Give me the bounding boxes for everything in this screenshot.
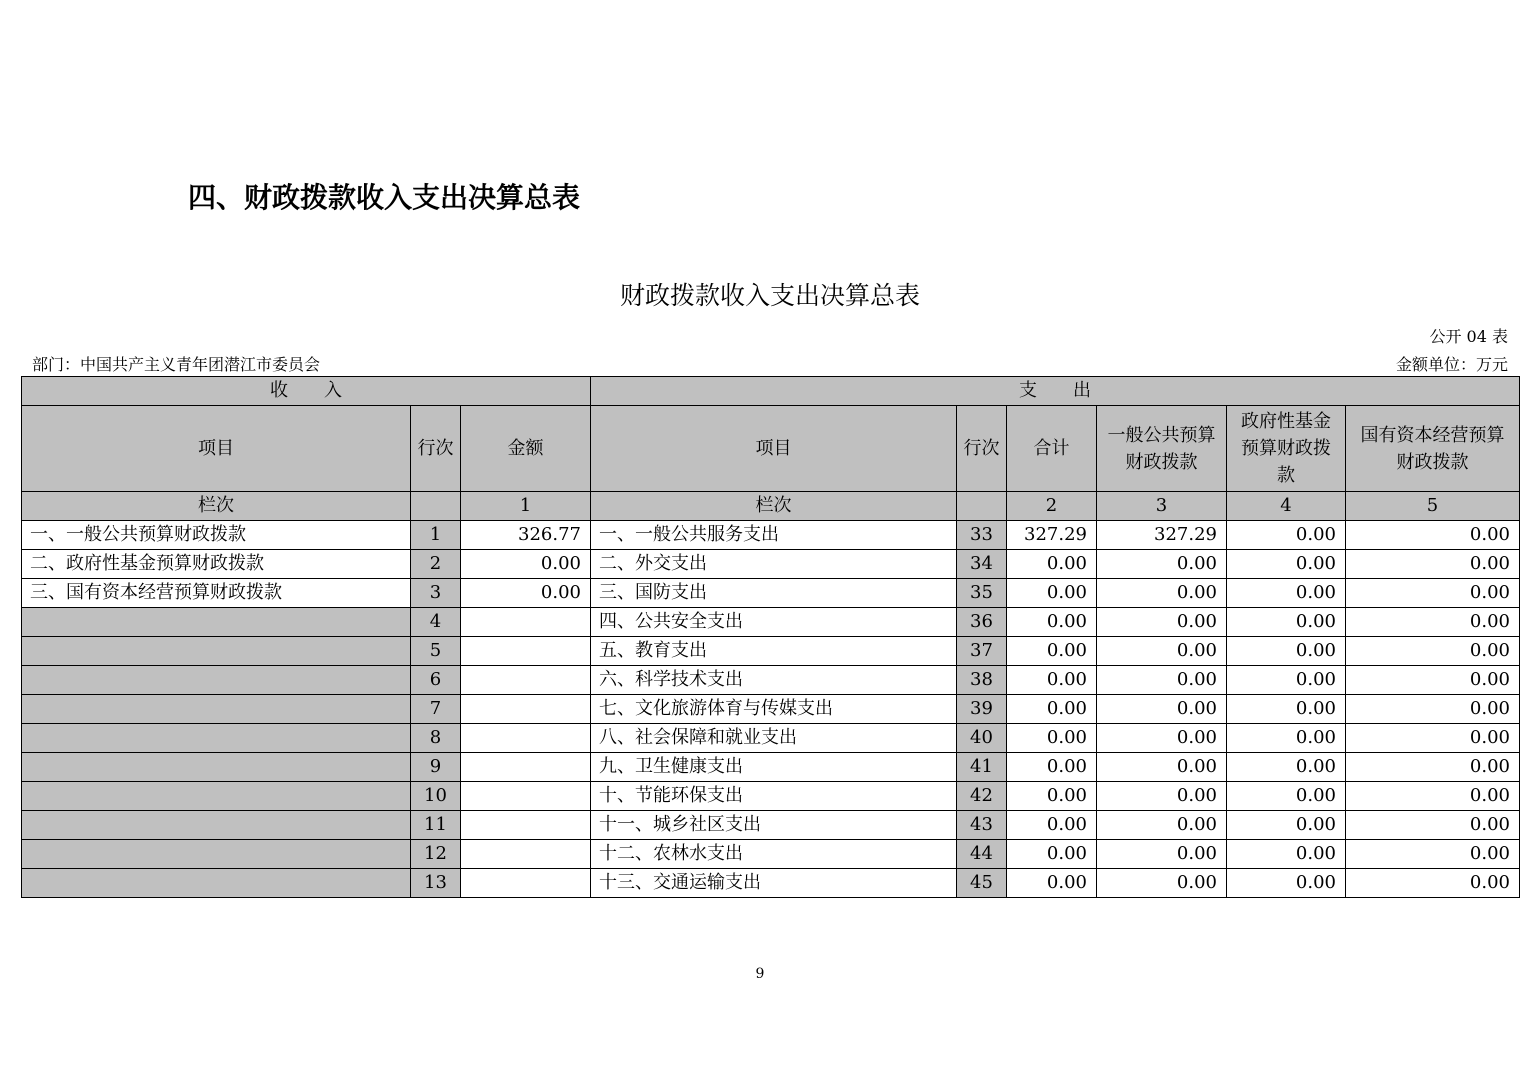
- table-row: [22, 869, 1520, 898]
- expense-item-cell: 七、文化旅游体育与传媒支出: [591, 695, 957, 724]
- total-cell: 0.00: [1007, 608, 1097, 637]
- income-row-number-cell: 4: [411, 608, 461, 637]
- expense-item-cell: 九、卫生健康支出: [591, 753, 957, 782]
- income-amount-cell: [461, 782, 591, 811]
- expense-item-cell: 十一、城乡社区支出: [591, 811, 957, 840]
- expense-row-number-cell: 34: [957, 550, 1007, 579]
- table-row: [22, 695, 1520, 724]
- income-amount-cell: 0.00: [461, 579, 591, 608]
- total-cell: 0.00: [1007, 724, 1097, 753]
- table-row: [22, 608, 1520, 637]
- fund-budget-cell: 0.00: [1227, 811, 1346, 840]
- income-group-header: 收 入: [22, 377, 591, 406]
- fund-budget-cell: 0.00: [1227, 521, 1346, 550]
- general-budget-cell: 0.00: [1097, 695, 1227, 724]
- income-amount-cell: [461, 695, 591, 724]
- income-item-cell: [22, 782, 411, 811]
- form-number: 公开 04 表: [1429, 327, 1508, 346]
- expense-item-cell: 十、节能环保支出: [591, 782, 957, 811]
- total-cell: 0.00: [1007, 782, 1097, 811]
- table-body: [22, 521, 1520, 898]
- general-budget-cell: 0.00: [1097, 666, 1227, 695]
- colnum-label-income: 栏次: [22, 492, 411, 521]
- colnum-empty-income-row: [411, 492, 461, 521]
- header-fund-budget: 政府性基金预算财政拨款: [1227, 406, 1346, 492]
- income-item-cell: [22, 695, 411, 724]
- general-budget-cell: 0.00: [1097, 811, 1227, 840]
- income-row-number-cell: 2: [411, 550, 461, 579]
- income-item-cell: [22, 637, 411, 666]
- state-capital-budget-cell: 0.00: [1346, 811, 1520, 840]
- state-capital-budget-cell: 0.00: [1346, 666, 1520, 695]
- fund-budget-cell: 0.00: [1227, 840, 1346, 869]
- fund-budget-cell: 0.00: [1227, 666, 1346, 695]
- header-income-item: 项目: [22, 406, 411, 492]
- table-row: [22, 782, 1520, 811]
- column-number-row: [22, 492, 1520, 521]
- table-row: [22, 840, 1520, 869]
- table-row: [22, 811, 1520, 840]
- colnum-empty-expense-row: [957, 492, 1007, 521]
- income-amount-cell: [461, 608, 591, 637]
- expense-row-number-cell: 37: [957, 637, 1007, 666]
- total-cell: 0.00: [1007, 840, 1097, 869]
- income-item-cell: [22, 608, 411, 637]
- state-capital-budget-cell: 0.00: [1346, 840, 1520, 869]
- income-row-number-cell: 12: [411, 840, 461, 869]
- income-item-cell: [22, 753, 411, 782]
- general-budget-cell: 0.00: [1097, 637, 1227, 666]
- income-amount-cell: [461, 753, 591, 782]
- expense-row-number-cell: 40: [957, 724, 1007, 753]
- state-capital-budget-cell: 0.00: [1346, 550, 1520, 579]
- general-budget-cell: 0.00: [1097, 753, 1227, 782]
- income-item-cell: [22, 811, 411, 840]
- income-item-cell: 三、国有资本经营预算财政拨款: [22, 579, 411, 608]
- total-cell: 0.00: [1007, 695, 1097, 724]
- expense-item-cell: 五、教育支出: [591, 637, 957, 666]
- expense-item-cell: 三、国防支出: [591, 579, 957, 608]
- expense-item-cell: 八、社会保障和就业支出: [591, 724, 957, 753]
- expense-item-cell: 十三、交通运输支出: [591, 869, 957, 898]
- general-budget-cell: 327.29: [1097, 521, 1227, 550]
- general-budget-cell: 0.00: [1097, 869, 1227, 898]
- expense-row-number-cell: 39: [957, 695, 1007, 724]
- income-item-cell: [22, 869, 411, 898]
- header-state-capital-budget: 国有资本经营预算财政拨款: [1346, 406, 1520, 492]
- header-expense-item: 项目: [591, 406, 957, 492]
- header-expense-row: 行次: [957, 406, 1007, 492]
- header-income-amount: 金额: [461, 406, 591, 492]
- header-general-budget: 一般公共预算财政拨款: [1097, 406, 1227, 492]
- table-row: [22, 521, 1520, 550]
- group-header-row: [22, 377, 1520, 406]
- expense-item-cell: 一、一般公共服务支出: [591, 521, 957, 550]
- department-label: 部门：中国共产主义青年团潜江市委员会: [32, 355, 321, 374]
- column-header-row: [22, 406, 1520, 492]
- income-amount-cell: [461, 724, 591, 753]
- state-capital-budget-cell: 0.00: [1346, 753, 1520, 782]
- expense-item-cell: 十二、农林水支出: [591, 840, 957, 869]
- expense-row-number-cell: 45: [957, 869, 1007, 898]
- income-item-cell: 一、一般公共预算财政拨款: [22, 521, 411, 550]
- header-total: 合计: [1007, 406, 1097, 492]
- income-row-number-cell: 10: [411, 782, 461, 811]
- income-amount-cell: [461, 840, 591, 869]
- expense-item-cell: 二、外交支出: [591, 550, 957, 579]
- income-amount-cell: 326.77: [461, 521, 591, 550]
- income-amount-cell: 0.00: [461, 550, 591, 579]
- colnum-label-expense: 栏次: [591, 492, 957, 521]
- state-capital-budget-cell: 0.00: [1346, 869, 1520, 898]
- income-row-number-cell: 8: [411, 724, 461, 753]
- state-capital-budget-cell: 0.00: [1346, 608, 1520, 637]
- state-capital-budget-cell: 0.00: [1346, 579, 1520, 608]
- expense-row-number-cell: 43: [957, 811, 1007, 840]
- amount-unit-label: 金额单位：万元: [1395, 355, 1508, 374]
- expense-row-number-cell: 38: [957, 666, 1007, 695]
- header-income-row: 行次: [411, 406, 461, 492]
- colnum-general: 3: [1097, 492, 1227, 521]
- fund-budget-cell: 0.00: [1227, 724, 1346, 753]
- total-cell: 0.00: [1007, 579, 1097, 608]
- income-row-number-cell: 5: [411, 637, 461, 666]
- table-row: [22, 637, 1520, 666]
- colnum-state: 5: [1346, 492, 1520, 521]
- table-row: [22, 550, 1520, 579]
- expense-row-number-cell: 36: [957, 608, 1007, 637]
- state-capital-budget-cell: 0.00: [1346, 782, 1520, 811]
- income-row-number-cell: 6: [411, 666, 461, 695]
- income-item-cell: [22, 840, 411, 869]
- income-row-number-cell: 13: [411, 869, 461, 898]
- fund-budget-cell: 0.00: [1227, 869, 1346, 898]
- table-row: [22, 666, 1520, 695]
- income-row-number-cell: 3: [411, 579, 461, 608]
- expense-row-number-cell: 35: [957, 579, 1007, 608]
- expense-row-number-cell: 44: [957, 840, 1007, 869]
- state-capital-budget-cell: 0.00: [1346, 521, 1520, 550]
- expense-row-number-cell: 41: [957, 753, 1007, 782]
- table-row: [22, 724, 1520, 753]
- income-amount-cell: [461, 869, 591, 898]
- income-row-number-cell: 1: [411, 521, 461, 550]
- expense-group-header: 支 出: [591, 377, 1520, 406]
- colnum-fund: 4: [1227, 492, 1346, 521]
- income-row-number-cell: 11: [411, 811, 461, 840]
- general-budget-cell: 0.00: [1097, 782, 1227, 811]
- total-cell: 0.00: [1007, 869, 1097, 898]
- total-cell: 0.00: [1007, 753, 1097, 782]
- income-amount-cell: [461, 666, 591, 695]
- total-cell: 327.29: [1007, 521, 1097, 550]
- total-cell: 0.00: [1007, 637, 1097, 666]
- expense-row-number-cell: 42: [957, 782, 1007, 811]
- income-row-number-cell: 7: [411, 695, 461, 724]
- page-number: 9: [755, 966, 765, 982]
- state-capital-budget-cell: 0.00: [1346, 637, 1520, 666]
- fund-budget-cell: 0.00: [1227, 608, 1346, 637]
- income-amount-cell: [461, 811, 591, 840]
- table-title: 财政拨款收入支出决算总表: [619, 281, 920, 310]
- fund-budget-cell: 0.00: [1227, 782, 1346, 811]
- colnum-amount: 1: [461, 492, 591, 521]
- state-capital-budget-cell: 0.00: [1346, 724, 1520, 753]
- fund-budget-cell: 0.00: [1227, 637, 1346, 666]
- fund-budget-cell: 0.00: [1227, 695, 1346, 724]
- total-cell: 0.00: [1007, 811, 1097, 840]
- table-row: [22, 753, 1520, 782]
- total-cell: 0.00: [1007, 550, 1097, 579]
- budget-table: [21, 376, 1520, 898]
- income-row-number-cell: 9: [411, 753, 461, 782]
- income-item-cell: [22, 666, 411, 695]
- expense-item-cell: 六、科学技术支出: [591, 666, 957, 695]
- general-budget-cell: 0.00: [1097, 840, 1227, 869]
- fund-budget-cell: 0.00: [1227, 579, 1346, 608]
- income-amount-cell: [461, 637, 591, 666]
- colnum-total: 2: [1007, 492, 1097, 521]
- general-budget-cell: 0.00: [1097, 724, 1227, 753]
- income-item-cell: 二、政府性基金预算财政拨款: [22, 550, 411, 579]
- general-budget-cell: 0.00: [1097, 550, 1227, 579]
- total-cell: 0.00: [1007, 666, 1097, 695]
- table-row: [22, 579, 1520, 608]
- state-capital-budget-cell: 0.00: [1346, 695, 1520, 724]
- section-title: 四、财政拨款收入支出决算总表: [188, 181, 581, 214]
- fund-budget-cell: 0.00: [1227, 550, 1346, 579]
- general-budget-cell: 0.00: [1097, 608, 1227, 637]
- fund-budget-cell: 0.00: [1227, 753, 1346, 782]
- expense-item-cell: 四、公共安全支出: [591, 608, 957, 637]
- income-item-cell: [22, 724, 411, 753]
- expense-row-number-cell: 33: [957, 521, 1007, 550]
- general-budget-cell: 0.00: [1097, 579, 1227, 608]
